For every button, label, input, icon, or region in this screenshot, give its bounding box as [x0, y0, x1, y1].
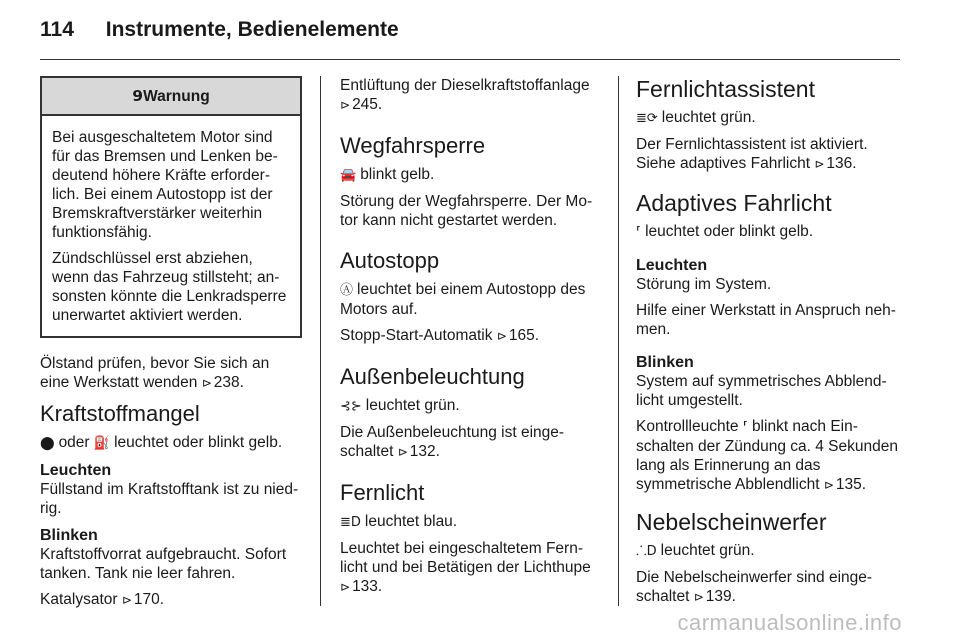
page-ref-arrow-icon: ⊳ — [814, 157, 825, 171]
oil-check-text: Ölstand prüfen, bevor Sie sich an eine Werkstatt wenden ⊳ 238. — [40, 355, 270, 391]
adaptive-light-icon: ⸢ — [742, 420, 748, 435]
page-ref[interactable]: 132. — [409, 443, 440, 460]
page-ref-arrow-icon: ⊳ — [823, 478, 834, 492]
catalyst-text: Katalysator ⊳ 170. — [40, 591, 165, 608]
column-divider — [618, 76, 619, 606]
column-1 — [40, 76, 302, 617]
adaptive-light-icon: ⸢ — [636, 225, 642, 240]
page-ref-arrow-icon: ⊳ — [397, 445, 408, 459]
fog-light-icon: ⸫D — [636, 544, 657, 559]
indicator-status: ⬤ oder ⛽ leuchtet oder blinkt gelb. — [40, 434, 283, 451]
section-heading: Adaptives Fahrlicht — [636, 190, 832, 216]
section-heading: Wegfahrsperre — [340, 133, 486, 158]
body-text: Störung im System. — [636, 276, 772, 293]
warning-paragraph: Bei ausgeschaltetem Motor sind für das Bremsen und Lenken bedeutend höhere Kräfte erforderlich. Bei einem Autostopp ist der Bremskraftverstärker weiterhin funktionsfähig. — [52, 129, 278, 241]
section-heading: Nebelscheinwerfer — [636, 509, 827, 535]
watermark: carmanualsonline.info — [677, 610, 902, 635]
page-ref-arrow-icon: ⊳ — [693, 590, 704, 604]
column-2 — [340, 76, 602, 604]
page-ref-arrow-icon: ⊳ — [340, 98, 351, 112]
section-heading: Autostopp — [340, 248, 440, 273]
indicator-status: ≣D leuchtet blau. — [340, 513, 458, 530]
section-heading: Kraftstoffmangel — [40, 401, 200, 426]
subheading: Blinken — [40, 527, 98, 544]
subheading: Leuchten — [636, 257, 708, 274]
column-divider — [320, 76, 321, 606]
page-ref-arrow-icon: ⊳ — [201, 376, 212, 390]
warning-title: Warnung — [143, 88, 210, 105]
indicator-status: ⸢ leuchtet oder blinkt gelb. — [636, 223, 814, 240]
page-ref-arrow-icon: ⊳ — [121, 593, 132, 607]
page-ref-arrow-icon: ⊳ — [496, 329, 507, 343]
page-ref-arrow-icon: ⊳ — [340, 580, 351, 594]
high-beam-assist-icon: ≣⟳ — [636, 111, 658, 126]
page-ref[interactable]: 133. — [352, 578, 383, 595]
body-text: Füllstand im Kraftstofftank ist zu niedrig. — [40, 481, 299, 517]
immobilizer-icon: 🚘 — [340, 168, 357, 183]
autostop-icon: Ⓐ — [340, 283, 354, 298]
body-text: Leuchtet bei eingeschaltetem Fernlicht und bei Betätigen der Lichthupe ⊳ 133. — [340, 540, 591, 595]
indicator-status: Ⓐ leuchtet bei einem Autostopp des Motors auf. — [340, 281, 586, 318]
body-text: Hilfe einer Werkstatt in Anspruch nehmen. — [636, 302, 896, 338]
body-text: Kraftstoffvorrat aufgebraucht. Sofort tanken. Tank nie leer fahren. — [40, 546, 287, 582]
body-text: Die Außenbeleuchtung ist eingeschaltet ⊳ 132. — [340, 424, 565, 460]
body-text: Kontrollleuchte ⸢ blinkt nach Einschalten der Zündung ca. 4 Sekunden lang als Erinnerung an das symmetrische Abblendlicht ⊳ 135. — [636, 418, 898, 493]
warning-box — [40, 76, 302, 338]
page-number: 114 — [40, 18, 74, 41]
page-header — [40, 18, 399, 42]
subheading: Leuchten — [40, 462, 112, 479]
body-text: Die Nebelscheinwerfer sind eingeschaltet ⊳ 139. — [636, 569, 873, 605]
section-heading: Außenbeleuchtung — [340, 364, 525, 389]
indicator-status: 🚘 blinkt gelb. — [340, 166, 435, 183]
indicator-status: ⸫D leuchtet grün. — [636, 542, 755, 559]
warning-icon: 9 — [132, 87, 144, 105]
high-beam-icon: ≣D — [340, 515, 361, 530]
page-title: Instrumente, Bedienelemente — [105, 18, 399, 41]
body-text: Störung der Wegfahrsperre. Der Motor kann nicht gestartet werden. — [340, 193, 593, 229]
warning-header — [42, 78, 300, 116]
page-ref[interactable]: 136. — [826, 155, 857, 172]
column-3 — [636, 76, 904, 614]
fuel-pump-icon: ⛽ — [93, 436, 111, 451]
body-text: Stopp-Start-Automatik ⊳ 165. — [340, 327, 540, 344]
fuel-warning-icon: ⬤ — [40, 436, 55, 451]
subheading: Blinken — [636, 354, 694, 371]
page-ref[interactable]: 238. — [213, 374, 244, 391]
body-text: Der Fernlichtassistent ist aktiviert. Siehe adaptives Fahrlicht ⊳ 136. — [636, 136, 868, 172]
page-ref[interactable]: 139. — [705, 588, 736, 605]
page-ref[interactable]: 165. — [508, 327, 540, 344]
section-heading: Fernlicht — [340, 480, 425, 505]
warning-paragraph: Zündschlüssel erst abziehen, wenn das Fahrzeug stillsteht; ansonsten könnte die Lenkradsperre unerwartet aktiviert werden. — [52, 250, 287, 324]
indicator-status: ≣⟳ leuchtet grün. — [636, 109, 756, 126]
body-text: System auf symmetrisches Abblendlicht umgestellt. — [636, 373, 887, 409]
page-ref[interactable]: 135. — [835, 476, 867, 493]
diesel-text: Entlüftung der Dieselkraftstoffanlage ⊳ 245. — [340, 77, 590, 113]
page-ref[interactable]: 170. — [133, 591, 165, 608]
page-ref[interactable]: 245. — [352, 96, 383, 113]
exterior-light-icon: ⊰⊱ — [340, 399, 362, 414]
section-heading: Fernlichtassistent — [636, 76, 815, 102]
indicator-status: ⊰⊱ leuchtet grün. — [340, 397, 460, 414]
header-rule — [40, 59, 900, 60]
